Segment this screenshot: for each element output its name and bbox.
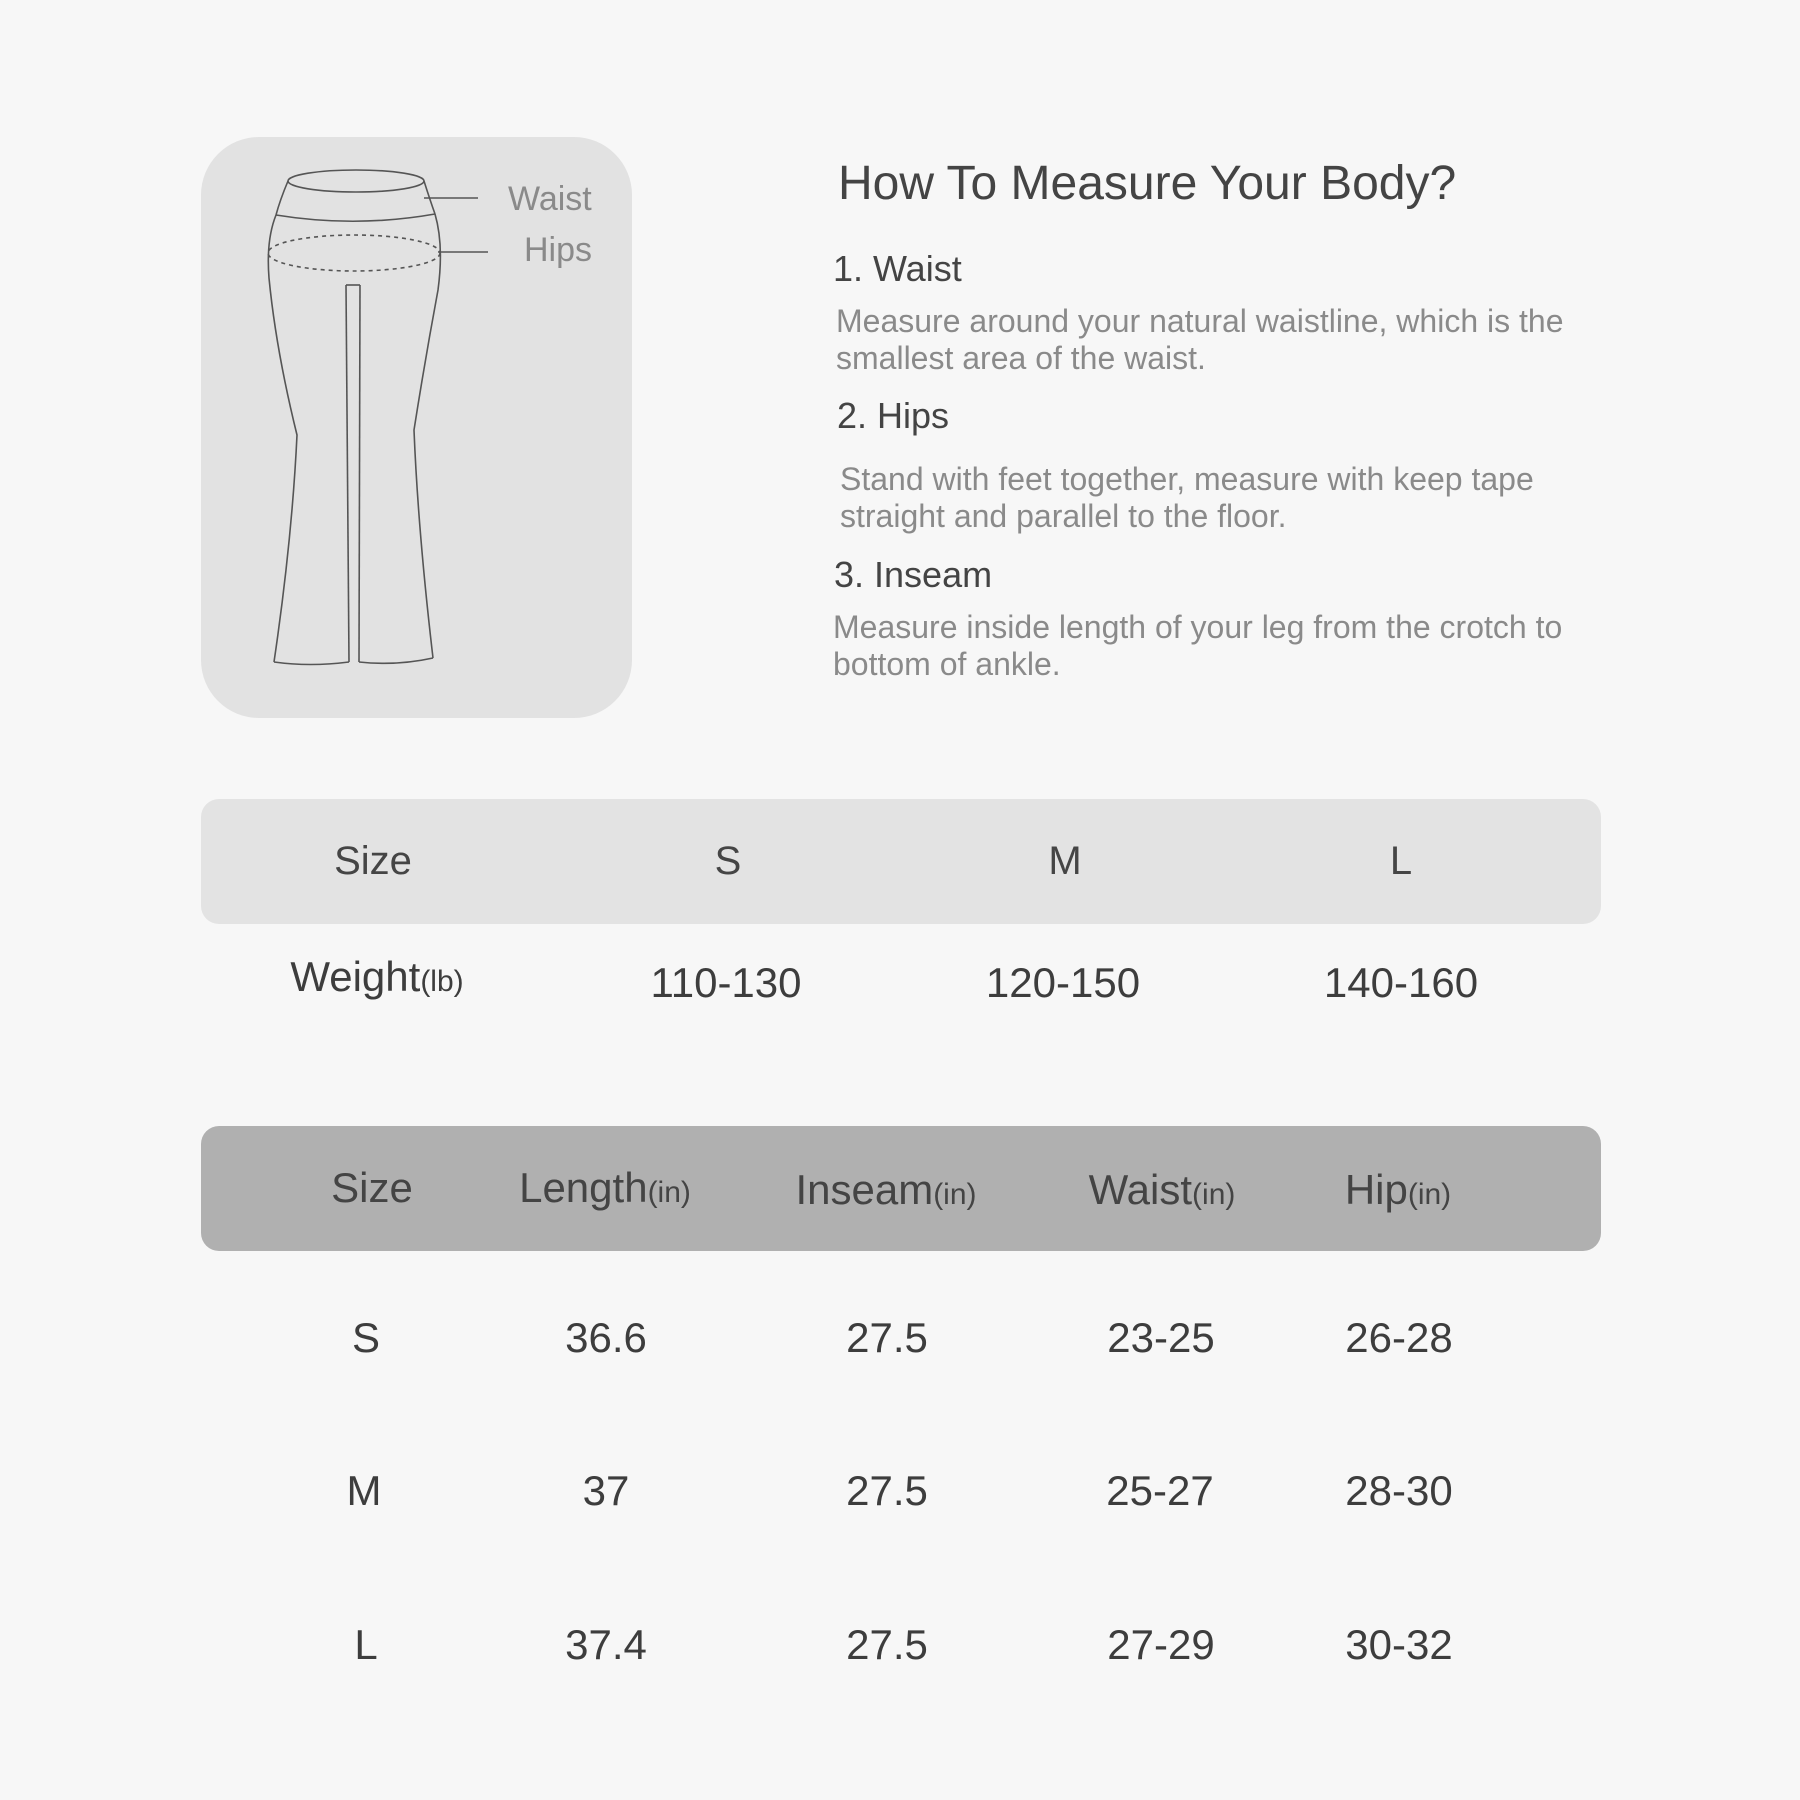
header-inseam-label: Inseam bbox=[795, 1166, 934, 1213]
pants-outline-icon bbox=[268, 170, 440, 665]
header-waist-unit: (in) bbox=[1192, 1178, 1236, 1211]
measure-header-length bbox=[519, 1164, 691, 1212]
measure-row-s-length: 36.6 bbox=[565, 1314, 647, 1361]
weight-unit: (lb) bbox=[420, 965, 464, 998]
waist-label: Waist bbox=[508, 180, 592, 218]
step-heading-waist: 1. Waist bbox=[833, 248, 962, 289]
measure-row-s-size: S bbox=[351, 1314, 381, 1361]
header-waist-label: Waist bbox=[1088, 1166, 1193, 1213]
measure-header-size bbox=[331, 1164, 413, 1212]
step-heading-inseam: 3. Inseam bbox=[834, 554, 993, 595]
header-hip-unit: (in) bbox=[1407, 1178, 1452, 1211]
step-text-waist: Measure around your natural waistline, which is the smallest area of the waist. bbox=[836, 303, 1564, 376]
measure-row-s-waist: 23-25 bbox=[1107, 1314, 1215, 1361]
header-length-unit: (in) bbox=[647, 1176, 691, 1209]
weight-value-m: 120-150 bbox=[985, 959, 1141, 1006]
weight-row-label bbox=[290, 953, 463, 1001]
step-heading-hips: 2. Hips bbox=[837, 395, 950, 436]
measure-row-l-length: 37.4 bbox=[565, 1621, 647, 1668]
measure-header-inseam bbox=[795, 1166, 976, 1214]
hips-dashed-band bbox=[268, 235, 440, 271]
weight-header-l: L bbox=[1389, 839, 1413, 883]
weight-header-s: S bbox=[714, 839, 742, 883]
header-size-label: Size bbox=[331, 1164, 413, 1211]
measure-row-m-hip: 28-30 bbox=[1345, 1467, 1453, 1514]
header-length-label: Length bbox=[519, 1164, 648, 1211]
step-text-hips: Stand with feet together, measure with keep tape straight and parallel to the floor. bbox=[840, 461, 1534, 534]
header-hip-label: Hip bbox=[1344, 1166, 1408, 1213]
step-text-inseam: Measure inside length of your leg from the crotch to bottom of ankle. bbox=[833, 609, 1563, 682]
measure-row-m-waist: 25-27 bbox=[1106, 1467, 1214, 1514]
measure-row-l-inseam: 27.5 bbox=[846, 1621, 928, 1668]
measure-row-s-inseam: 27.5 bbox=[846, 1314, 928, 1361]
measure-header-hip bbox=[1345, 1166, 1451, 1214]
measure-row-m-length: 37 bbox=[582, 1467, 630, 1514]
measure-row-l-size: L bbox=[354, 1621, 378, 1668]
weight-header-m: M bbox=[1048, 839, 1082, 883]
measure-row-m-inseam: 27.5 bbox=[846, 1467, 928, 1514]
weight-value-l: 140-160 bbox=[1323, 959, 1479, 1006]
weight-label: Weight bbox=[290, 953, 421, 1000]
header-inseam-unit: (in) bbox=[933, 1178, 977, 1211]
measure-header-waist bbox=[1089, 1166, 1236, 1214]
guide-title: How To Measure Your Body? bbox=[838, 157, 1457, 210]
measure-row-s-hip: 26-28 bbox=[1345, 1314, 1453, 1361]
measure-row-l-waist: 27-29 bbox=[1107, 1621, 1215, 1668]
measure-row-l-hip: 30-32 bbox=[1345, 1621, 1453, 1668]
weight-value-s: 110-130 bbox=[650, 959, 802, 1006]
weight-header-size: Size bbox=[334, 839, 412, 883]
hips-label: Hips bbox=[524, 231, 593, 269]
measure-row-m-size: M bbox=[346, 1467, 382, 1514]
